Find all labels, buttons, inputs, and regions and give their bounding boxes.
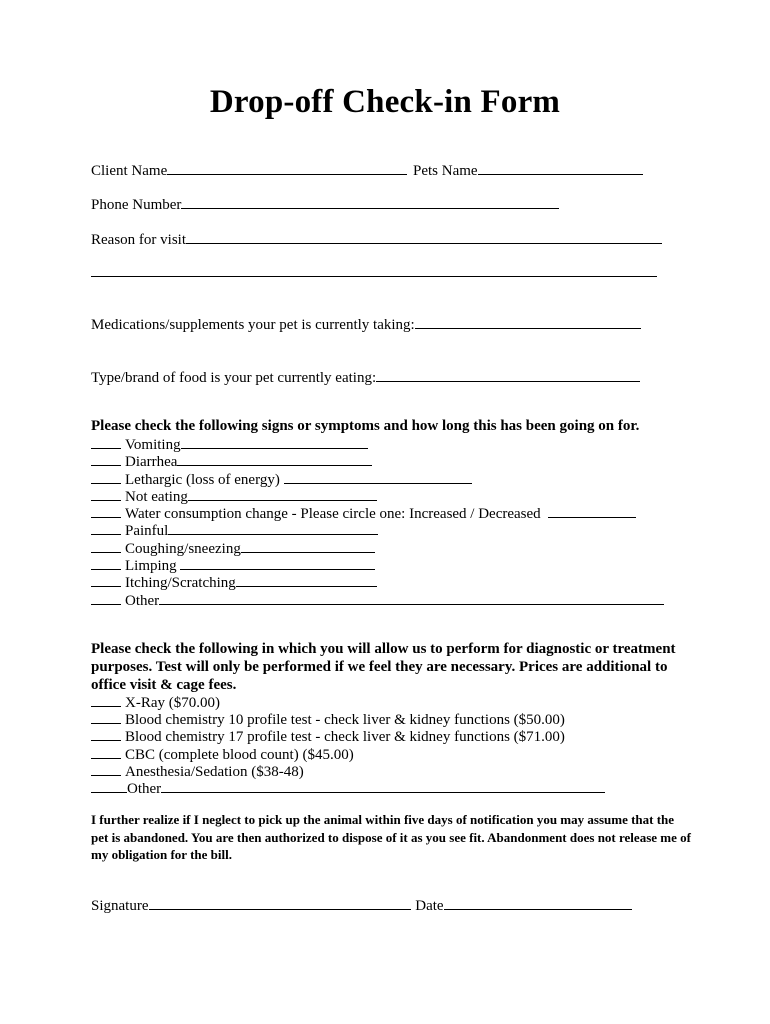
- medications-field[interactable]: [415, 314, 641, 329]
- diagnostic-label: Anesthesia/Sedation ($38-48): [125, 764, 304, 780]
- reason-for-visit-field[interactable]: [186, 229, 662, 244]
- duration-field[interactable]: [236, 572, 377, 587]
- symptom-label: Limping: [125, 558, 177, 574]
- checkbox-blank[interactable]: [91, 520, 121, 535]
- reason-for-visit-label: Reason for visit: [91, 232, 186, 248]
- checkbox-blank[interactable]: [91, 761, 121, 776]
- client-pet-row: [91, 160, 643, 180]
- checkbox-blank[interactable]: [91, 503, 121, 518]
- checkbox-blank[interactable]: [91, 434, 121, 449]
- symptom-label: Coughing/sneezing: [125, 541, 241, 557]
- abandonment-notice: I further realize if I neglect to pick up the animal within five days of notification you may assume that the pet is abandoned. You are then authorized to dispose of it as you see fit. Abandonment does not release me of my obligation for the bill.: [91, 812, 691, 862]
- medications-label: Medications/supplements your pet is currently taking:: [91, 317, 415, 333]
- symptom-label: Painful: [125, 523, 169, 539]
- duration-field[interactable]: [241, 538, 375, 553]
- diagnostic-item-chem17: [91, 726, 565, 746]
- reason-row: [91, 229, 662, 249]
- checkbox-blank[interactable]: [91, 469, 121, 484]
- checkbox-blank[interactable]: [91, 572, 121, 587]
- signature-row: [91, 895, 632, 915]
- duration-field[interactable]: [181, 434, 368, 449]
- checkbox-blank[interactable]: [91, 538, 121, 553]
- food-label: Type/brand of food is your pet currently eating:: [91, 370, 377, 386]
- symptom-item-itching: [91, 572, 377, 592]
- symptom-item-other: [91, 590, 664, 610]
- diagnostic-item-other: [91, 778, 605, 798]
- duration-field[interactable]: [180, 555, 375, 570]
- checkbox-blank[interactable]: [91, 590, 121, 605]
- reason-continuation-field[interactable]: [91, 262, 657, 277]
- symptom-label: Water consumption change - Please circle one: Increased / Decreased: [125, 506, 541, 522]
- checkbox-blank[interactable]: [91, 451, 121, 466]
- form-title: Drop-off Check-in Form: [209, 84, 561, 120]
- client-name-field[interactable]: [167, 160, 407, 175]
- duration-field[interactable]: [548, 503, 636, 518]
- pets-name-field[interactable]: [478, 160, 643, 175]
- food-row: [91, 367, 640, 387]
- checkbox-blank[interactable]: [91, 555, 121, 570]
- symptom-item-painful: [91, 520, 378, 540]
- duration-field[interactable]: [284, 469, 472, 484]
- checkbox-blank[interactable]: [91, 744, 121, 759]
- phone-row: [91, 194, 559, 214]
- duration-field[interactable]: [168, 520, 378, 535]
- symptom-label: Lethargic (loss of energy): [125, 472, 280, 488]
- checkbox-blank[interactable]: [91, 778, 127, 793]
- checkbox-blank[interactable]: [91, 692, 121, 707]
- checkbox-blank[interactable]: [91, 726, 121, 741]
- diagnostic-label: Blood chemistry 10 profile test - check liver & kidney functions ($50.00): [125, 712, 565, 728]
- duration-field[interactable]: [177, 451, 372, 466]
- checkbox-blank[interactable]: [91, 486, 121, 501]
- diagnostic-label: Other: [127, 781, 162, 797]
- date-label: Date: [415, 898, 444, 914]
- medications-row: [91, 314, 641, 334]
- symptom-label: Not eating: [125, 489, 188, 505]
- other-diagnostic-field[interactable]: [161, 778, 605, 793]
- symptom-label: Itching/Scratching: [125, 575, 236, 591]
- pets-name-label: Pets Name: [412, 163, 478, 179]
- signature-field[interactable]: [149, 895, 411, 910]
- diagnostic-label: CBC (complete blood count) ($45.00): [125, 747, 354, 763]
- symptom-label: Vomiting: [125, 437, 181, 453]
- symptom-label: Diarrhea: [125, 454, 178, 470]
- duration-field[interactable]: [188, 486, 377, 501]
- diagnostics-heading: Please check the following in which you will allow us to perform for diagnostic or treatment purposes. Test will only be performed if we feel they are necessary. Prices are additional to office visit & cage fees.: [91, 641, 676, 693]
- symptom-item-diarrhea: [91, 451, 372, 471]
- other-symptom-field[interactable]: [159, 590, 664, 605]
- reason-continuation-row: [91, 262, 657, 282]
- symptom-label: Other: [125, 593, 160, 609]
- phone-number-field[interactable]: [181, 194, 559, 209]
- diagnostic-label: X-Ray ($70.00): [125, 695, 220, 711]
- food-field[interactable]: [376, 367, 640, 382]
- diagnostic-label: Blood chemistry 17 profile test - check liver & kidney functions ($71.00): [125, 729, 565, 745]
- checkbox-blank[interactable]: [91, 709, 121, 724]
- client-name-label: Client Name: [91, 163, 168, 179]
- signature-label: Signature: [91, 898, 149, 914]
- date-field[interactable]: [444, 895, 632, 910]
- symptoms-heading: Please check the following signs or symptoms and how long this has been going on for.: [91, 418, 640, 434]
- phone-number-label: Phone Number: [91, 197, 182, 213]
